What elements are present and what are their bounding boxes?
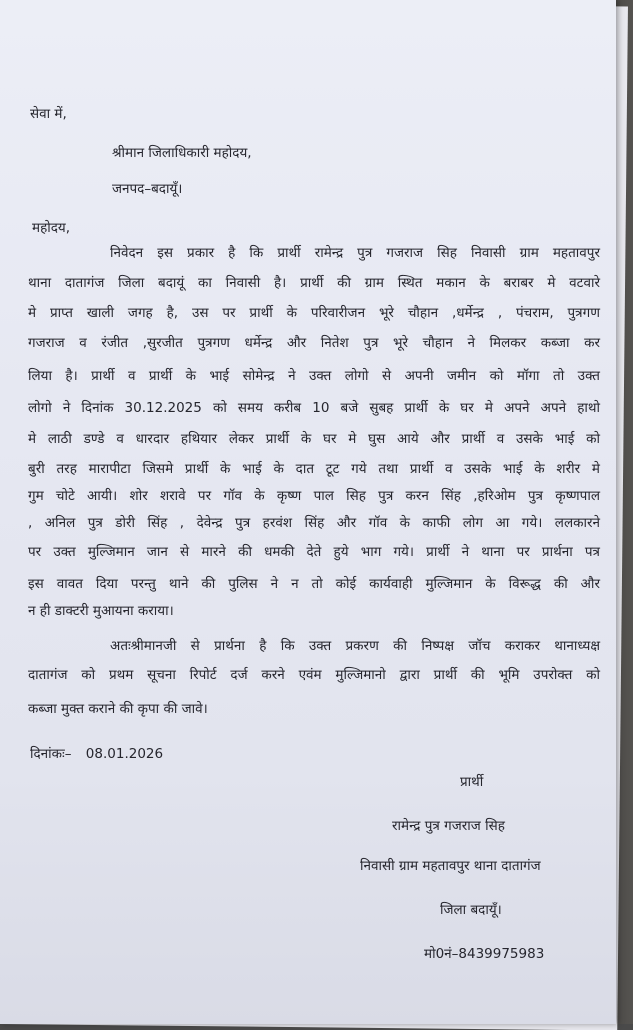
paragraph-line: , अनिल पुत्र डोरी सिंह , देवेन्द्र पुत्र हरवंश सिंह और गॉव के काफी लोग आ गये। ललकारने: [28, 515, 600, 531]
mobile-number: मो0नं–8439975983: [424, 946, 545, 962]
signoff: प्रार्थी: [460, 774, 484, 790]
sender-name: रामेन्द्र पुत्र गजराज सिह: [392, 818, 505, 834]
paragraph-line: गुम चोटे आयी। शोर शरावे पर गॉव के कृष्ण पाल सिह पुत्र करन सिंह ,हरिओम पुत्र कृष्णपाल: [28, 488, 600, 504]
paragraph-line: पर उक्त मुल्जिमान जान से मारने की धमकी देते हुये भाग गये। प्रार्थी ने थाना पर प्रार्थना पत्र: [28, 544, 600, 560]
paragraph-line: कब्जा मुक्त कराने की कृपा की जावे।: [28, 701, 208, 717]
paragraph-line: मे प्राप्त खाली जगह है, उस पर प्रार्थी के परिवारीजन भूरे चौहान ,धर्मेन्द्र , पंचराम, पुत्रगण: [28, 305, 600, 321]
paragraph-line: न ही डाक्टरी मुआयना कराया।: [28, 603, 174, 619]
greeting: महोदय,: [32, 220, 71, 236]
paragraph-line: इस वावत दिया परन्तु थाने की पुलिस ने न तो कोई कार्यवाही मुल्जिमान के विरूद्ध की और: [28, 576, 600, 592]
sender-district: जिला बदायूँ।: [440, 902, 502, 918]
sender-address: निवासी ग्राम महतावपुर थाना दातागंज: [360, 858, 541, 874]
paragraph-line: मे लाठी डण्डे व धारदार हथियार लेकर प्रार्थी के घर मे घुस आये और प्रार्थी व उसके भाई को: [28, 431, 600, 447]
paragraph-line: बुरी तरह मारापीटा जिसमे प्रार्थी के भाई के दात टूट गये तथा प्रार्थी व उसके भाई के शरीर मे: [28, 461, 600, 477]
paragraph-line: थाना दातागंज जिला बदायूं का निवासी है। प्रार्थी की ग्राम स्थित मकान के बराबर मे वटवारे: [28, 275, 600, 291]
paragraph-line: लिया है। प्रार्थी व प्रार्थी के भाई सोमेन्द्र ने उक्त लोगो से अपनी जमीन को मॉगा तो उक्त: [28, 368, 600, 384]
paragraph-line: लोगो ने दिनांक 30.12.2025 को समय करीब 10 बजे सुबह प्रार्थी के घर मे अपने अपने हाथो: [28, 400, 600, 416]
paragraph-line: अतःश्रीमानजी से प्रार्थना है कि उक्त प्रकरण की निष्पक्ष जॉच कराकर थानाध्यक्ष: [110, 638, 600, 654]
date-value: 08.01.2026: [85, 746, 164, 762]
addressee: श्रीमान जिलाधिकारी महोदय,: [112, 145, 252, 161]
salutation-to: सेवा में,: [30, 106, 67, 122]
date-label: दिनांकः–: [30, 746, 72, 762]
paragraph-line: निवेदन इस प्रकार है कि प्रार्थी रामेन्द्र पुत्र गजराज सिह निवासी ग्राम महतावपुर: [110, 245, 600, 261]
date-line: [30, 746, 163, 763]
paragraph-line: दातागंज को प्रथम सूचना रिपोर्ट दर्ज करने एवंम मुल्जिमानो द्वारा प्रार्थी की भूमि उपरोक्त को: [28, 667, 600, 683]
district: जनपद–बदायूँ।: [112, 181, 183, 197]
paragraph-line: गजराज व रंजीत ,सुरजीत पुत्रगण धर्मेन्द्र और नितेश पुत्र भूरे चौहान ने मिलकर कब्जा कर: [28, 335, 600, 351]
